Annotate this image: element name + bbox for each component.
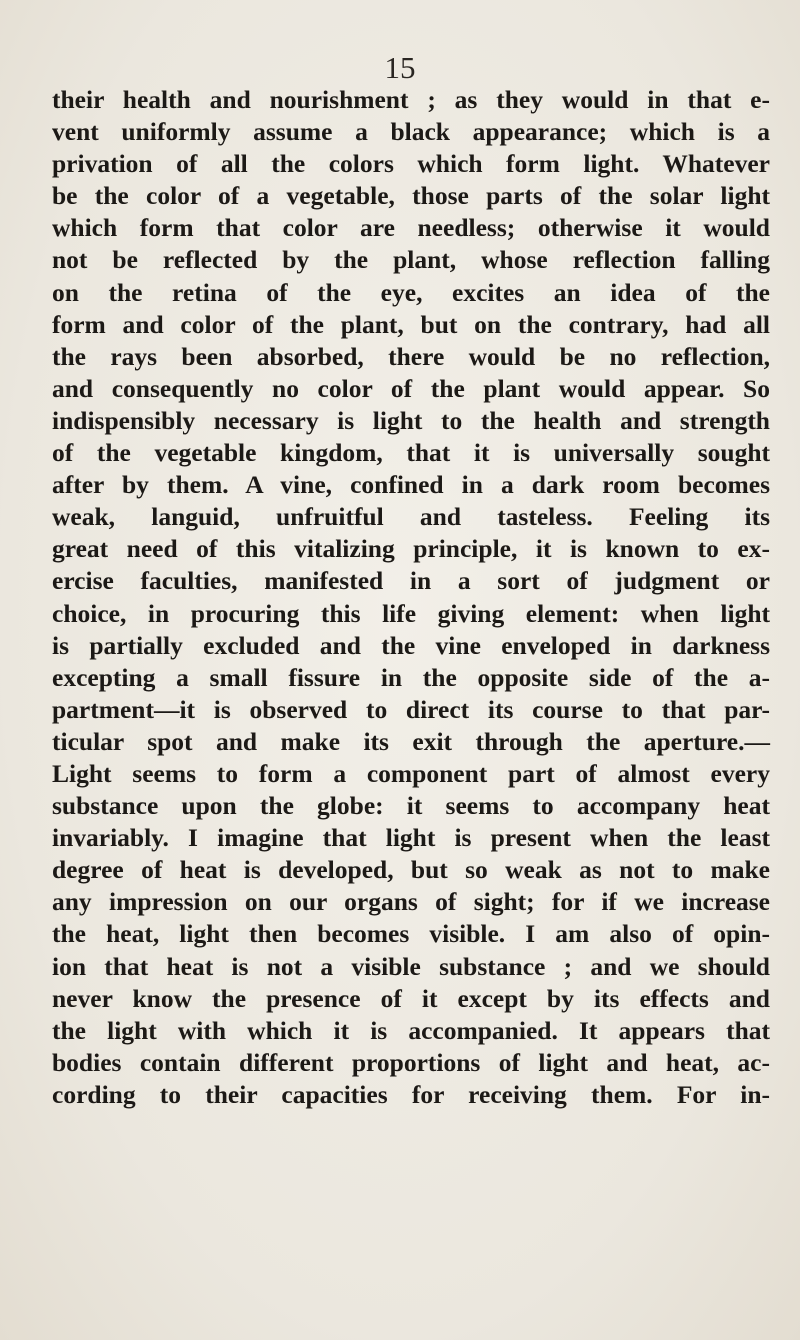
text-line: excepting a small fissure in the opposite side of the a- [52,662,770,692]
text-line: their health and nourishment ; as they would in that e- [52,85,770,114]
text-line: substance upon the globe: it seems to accompany heat [52,791,770,821]
text-line: bodies contain different proportions of light and heat, ac- [52,1047,770,1077]
text-line: never know the presence of it except by its effects and [52,983,770,1013]
text-line: degree of heat is developed, but so weak as not to make [52,855,770,885]
text-line: ion that heat is not a visible substance ; and we should [52,951,770,981]
text-line: any impression on our organs of sight; for if we increase [52,887,770,917]
text-line: vent uniformly assume a black appearance; which is a [52,117,770,147]
page-number: 15 [384,50,416,85]
text-line: partment—it is observed to direct its course to that par- [52,694,770,724]
text-line: which form that color are needless; otherwise it would [52,213,770,243]
text-line: Light seems to form a component part of almost every [52,758,770,788]
text-line: form and color of the plant, but on the contrary, had all [52,309,770,339]
text-line: the heat, light then becomes visible. I am also of opin- [52,919,770,949]
text-line: weak, languid, unfruitful and tasteless. Feeling its [52,502,770,532]
text-line: privation of all the colors which form light. Whatever [52,149,770,179]
body-text [52,84,770,1111]
text-line: ercise faculties, manifested in a sort of judgment or [52,566,770,596]
text-line: not be reflected by the plant, whose reflection falling [52,245,770,275]
text-line: ticular spot and make its exit through the aperture.— [52,726,770,756]
text-line: indispensibly necessary is light to the health and strength [52,405,770,435]
text-line: is partially excluded and the vine enveloped in darkness [52,630,770,660]
text-line: invariably. I imagine that light is present when the least [52,823,770,853]
text-line: the light with which it is accompanied. It appears that [52,1015,770,1045]
text-line: of the vegetable kingdom, that it is universally sought [52,438,770,468]
text-line: be the color of a vegetable, those parts of the solar light [52,181,770,211]
text-line: and consequently no color of the plant would appear. So [52,373,770,403]
text-line: cording to their capacities for receiving them. For in- [52,1079,770,1109]
text-line: the rays been absorbed, there would be no reflection, [52,341,770,371]
text-line: after by them. A vine, confined in a dark room becomes [52,470,770,500]
text-line: on the retina of the eye, excites an idea of the [52,277,770,307]
text-line: great need of this vitalizing principle, it is known to ex- [52,534,770,564]
text-line: choice, in procuring this life giving element: when light [52,598,770,628]
